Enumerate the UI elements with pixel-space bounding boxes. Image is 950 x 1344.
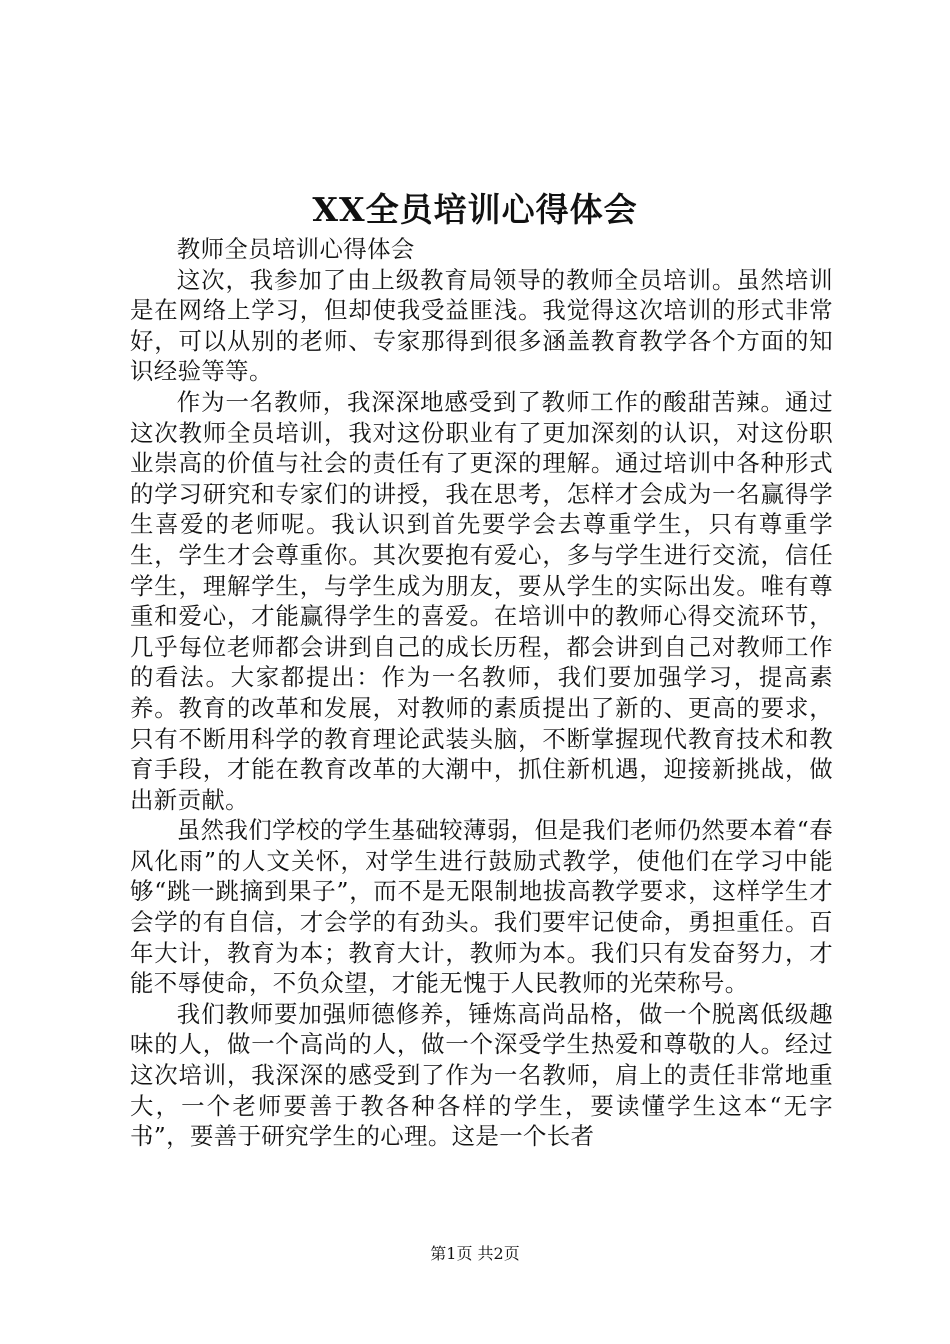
paragraph: 这次，我参加了由上级教育局领导的教师全员培训。虽然培训是在网络上学习，但却使我受益匪浅。我觉得这次培训的形式非常好，可以从别的老师、专家那得到很多涵盖教育教学各个方面的知识经验等等。 — [130, 265, 833, 386]
document-title: XX全员培训心得体会 — [312, 190, 638, 229]
paragraph-subtitle: 教师全员培训心得体会 — [176, 235, 415, 263]
document-body — [130, 234, 833, 1152]
paragraph: 虽然我们学校的学生基础较薄弱，但是我们老师仍然要本着“春风化雨”的人文关怀，对学生进行鼓励式教学，使他们在学习中能够“跳一跳摘到果子”，而不是无限制地拔高教学要求，这样学生才会学的有自信，才会学的有劲头。我们要牢记使命，勇担重任。百年大计，教育为本；教育大计，教师为本。我们只有发奋努力，才能不辱使命，不负众望，才能无愧于人民教师的光荣称号。 — [130, 816, 833, 998]
page-footer: 第1页 共2页 — [430, 1244, 520, 1263]
paragraph: 我们教师要加强师德修养，锤炼高尚品格，做一个脱离低级趣味的人，做一个高尚的人，做一个深受学生热爱和尊敬的人。经过这次培训，我深深的感受到了作为一名教师，肩上的责任非常地重大，一个老师要善于教各种各样的学生，要读懂学生这本“无字书”，要善于研究学生的心理。这是一个长者 — [130, 999, 833, 1151]
paragraph: 作为一名教师，我深深地感受到了教师工作的酸甜苦辣。通过这次教师全员培训，我对这份职业有了更加深刻的认识，对这份职业崇高的价值与社会的责任有了更深的理解。通过培训中各种形式的学习研究和专家们的讲授，我在思考，怎样才会成为一名赢得学生喜爱的老师呢。我认识到首先要学会去尊重学生，只有尊重学生，学生才会尊重你。其次要抱有爱心，多与学生进行交流，信任学生，理解学生，与学生成为朋友，要从学生的实际出发。唯有尊重和爱心，才能赢得学生的喜爱。在培训中的教师心得交流环节，几乎每位老师都会讲到自己的成长历程，都会讲到自己对教师工作的看法。大家都提出：作为一名教师，我们要加强学习，提高素养。教育的改革和发展，对教师的素质提出了新的、更高的要求，只有不断用科学的教育理论武装头脑，不断掌握现代教育技术和教育手段，才能在教育改革的大潮中，抓住新机遇，迎接新挑战，做出新贡献。 — [130, 387, 833, 814]
